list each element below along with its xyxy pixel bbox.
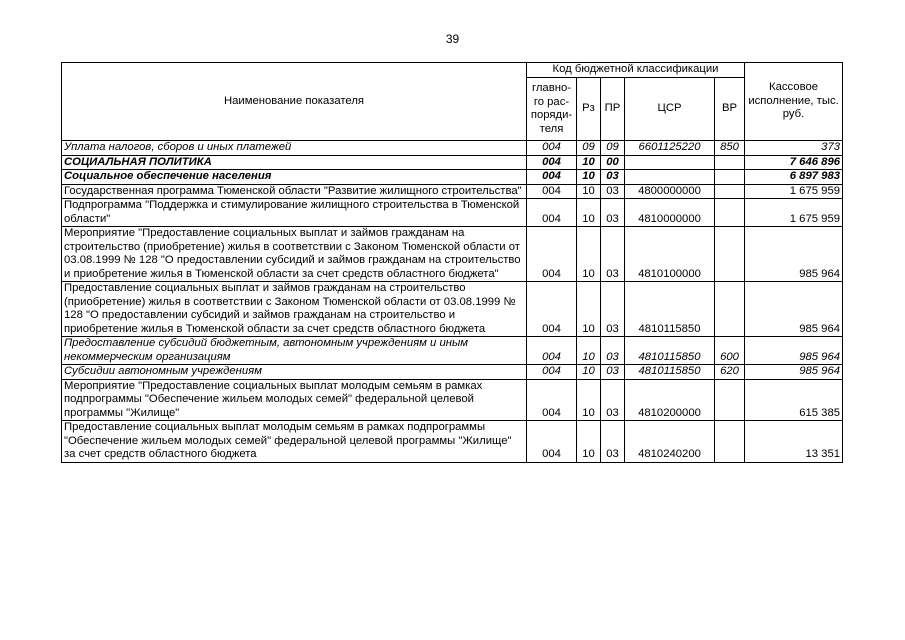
row-amount: 7 646 896 (745, 155, 843, 170)
row-pr-code: 03 (601, 227, 625, 282)
row-name: Государственная программа Тюменской области "Развитие жилищного строительства" (62, 184, 527, 199)
row-pr-code: 03 (601, 421, 625, 463)
row-rz-code: 10 (577, 365, 601, 380)
row-vr-code (715, 282, 745, 337)
header-csr: ЦСР (625, 78, 715, 141)
header-classification-group: Код бюджетной классификации (527, 63, 745, 78)
row-gr-code: 004 (527, 379, 577, 421)
row-amount: 985 964 (745, 337, 843, 365)
row-gr-code: 004 (527, 365, 577, 380)
row-pr-code: 03 (601, 379, 625, 421)
row-gr-code: 004 (527, 170, 577, 185)
row-name: Предоставление субсидий бюджетным, автономным учреждениям и иным некоммерческим организациям (62, 337, 527, 365)
row-vr-code (715, 199, 745, 227)
row-amount: 1 675 959 (745, 184, 843, 199)
table-row (62, 365, 843, 380)
row-csr-code: 4800000000 (625, 184, 715, 199)
header-rz: Рз (577, 78, 601, 141)
table-row (62, 184, 843, 199)
row-gr-code: 004 (527, 155, 577, 170)
table-row (62, 337, 843, 365)
page-number: 39 (445, 32, 460, 46)
row-pr-code: 03 (601, 199, 625, 227)
row-amount: 985 964 (745, 365, 843, 380)
row-amount: 985 964 (745, 227, 843, 282)
row-gr-code: 004 (527, 421, 577, 463)
table-row (62, 141, 843, 156)
row-gr-code: 004 (527, 199, 577, 227)
row-name: Уплата налогов, сборов и иных платежей (62, 141, 527, 156)
row-amount: 6 897 983 (745, 170, 843, 185)
table-row (62, 170, 843, 185)
row-csr-code: 4810115850 (625, 337, 715, 365)
row-vr-code (715, 155, 745, 170)
row-name: Предоставление социальных выплат молодым семьям в рамках подпрограммы "Обеспечение жильем молодых семей" федеральной целевой программы "Жилище" за счет средств областного бюджета (62, 421, 527, 463)
row-rz-code: 10 (577, 421, 601, 463)
row-csr-code: 4810240200 (625, 421, 715, 463)
row-amount: 373 (745, 141, 843, 156)
table-row (62, 421, 843, 463)
row-amount: 615 385 (745, 379, 843, 421)
row-amount: 985 964 (745, 282, 843, 337)
row-amount: 13 351 (745, 421, 843, 463)
row-rz-code: 10 (577, 184, 601, 199)
row-name: Социальное обеспечение населения (62, 170, 527, 185)
row-csr-code (625, 170, 715, 185)
table-row (62, 155, 843, 170)
row-vr-code (715, 184, 745, 199)
row-vr-code (715, 227, 745, 282)
row-pr-code: 03 (601, 184, 625, 199)
row-name: Предоставление социальных выплат и займов гражданам на строительство (приобретение) жилья в соответствии с Законом Тюменской области от 03.08.1999 № 128 "О предоставлении субсидий и займов гражданам на строительство и приобретение жилья в Тюменской области за счет средств областного бюджета (62, 282, 527, 337)
row-csr-code: 6601125220 (625, 141, 715, 156)
row-rz-code: 10 (577, 170, 601, 185)
row-rz-code: 10 (577, 155, 601, 170)
row-rz-code: 10 (577, 337, 601, 365)
row-csr-code (625, 155, 715, 170)
row-pr-code: 03 (601, 282, 625, 337)
row-csr-code: 4810000000 (625, 199, 715, 227)
table-row (62, 199, 843, 227)
header-gr: главно-го рас-поряди-теля (527, 78, 577, 141)
row-pr-code: 03 (601, 170, 625, 185)
row-name: Подпрограмма "Поддержка и стимулирование жилищного строительства в Тюменской области" (62, 199, 527, 227)
row-amount: 1 675 959 (745, 199, 843, 227)
row-csr-code: 4810115850 (625, 365, 715, 380)
row-vr-code: 620 (715, 365, 745, 380)
row-gr-code: 004 (527, 227, 577, 282)
row-vr-code: 850 (715, 141, 745, 156)
row-name: Субсидии автономным учреждениям (62, 365, 527, 380)
row-pr-code: 03 (601, 337, 625, 365)
row-rz-code: 10 (577, 199, 601, 227)
table-row (62, 379, 843, 421)
row-gr-code: 004 (527, 141, 577, 156)
row-vr-code (715, 170, 745, 185)
row-csr-code: 4810100000 (625, 227, 715, 282)
row-rz-code: 09 (577, 141, 601, 156)
row-vr-code: 600 (715, 337, 745, 365)
row-vr-code (715, 379, 745, 421)
row-pr-code: 03 (601, 365, 625, 380)
row-name: СОЦИАЛЬНАЯ ПОЛИТИКА (62, 155, 527, 170)
row-rz-code: 10 (577, 379, 601, 421)
row-csr-code: 4810200000 (625, 379, 715, 421)
row-rz-code: 10 (577, 282, 601, 337)
row-gr-code: 004 (527, 184, 577, 199)
header-vr: ВР (715, 78, 745, 141)
row-pr-code: 00 (601, 155, 625, 170)
row-gr-code: 004 (527, 337, 577, 365)
header-pr: ПР (601, 78, 625, 141)
row-pr-code: 09 (601, 141, 625, 156)
table-row (62, 282, 843, 337)
header-amount: Кассовое исполнение, тыс. руб. (745, 63, 843, 141)
row-name: Мероприятие "Предоставление социальных выплат молодым семьям в рамках подпрограммы "Обеспечение жильем молодых семей" федеральной целевой программы "Жилище" (62, 379, 527, 421)
budget-table (61, 62, 843, 463)
row-rz-code: 10 (577, 227, 601, 282)
row-name: Мероприятие "Предоставление социальных выплат и займов гражданам на строительство (приобретение) жилья в соответствии с Законом Тюменской области от 03.08.1999 № 128 "О предоставлении субсидий и займов гражданам на строительство и приобретение жилья в Тюменской области за счет средств областного бюджета" (62, 227, 527, 282)
row-csr-code: 4810115850 (625, 282, 715, 337)
row-vr-code (715, 421, 745, 463)
row-gr-code: 004 (527, 282, 577, 337)
table-row (62, 227, 843, 282)
header-name: Наименование показателя (62, 63, 527, 141)
